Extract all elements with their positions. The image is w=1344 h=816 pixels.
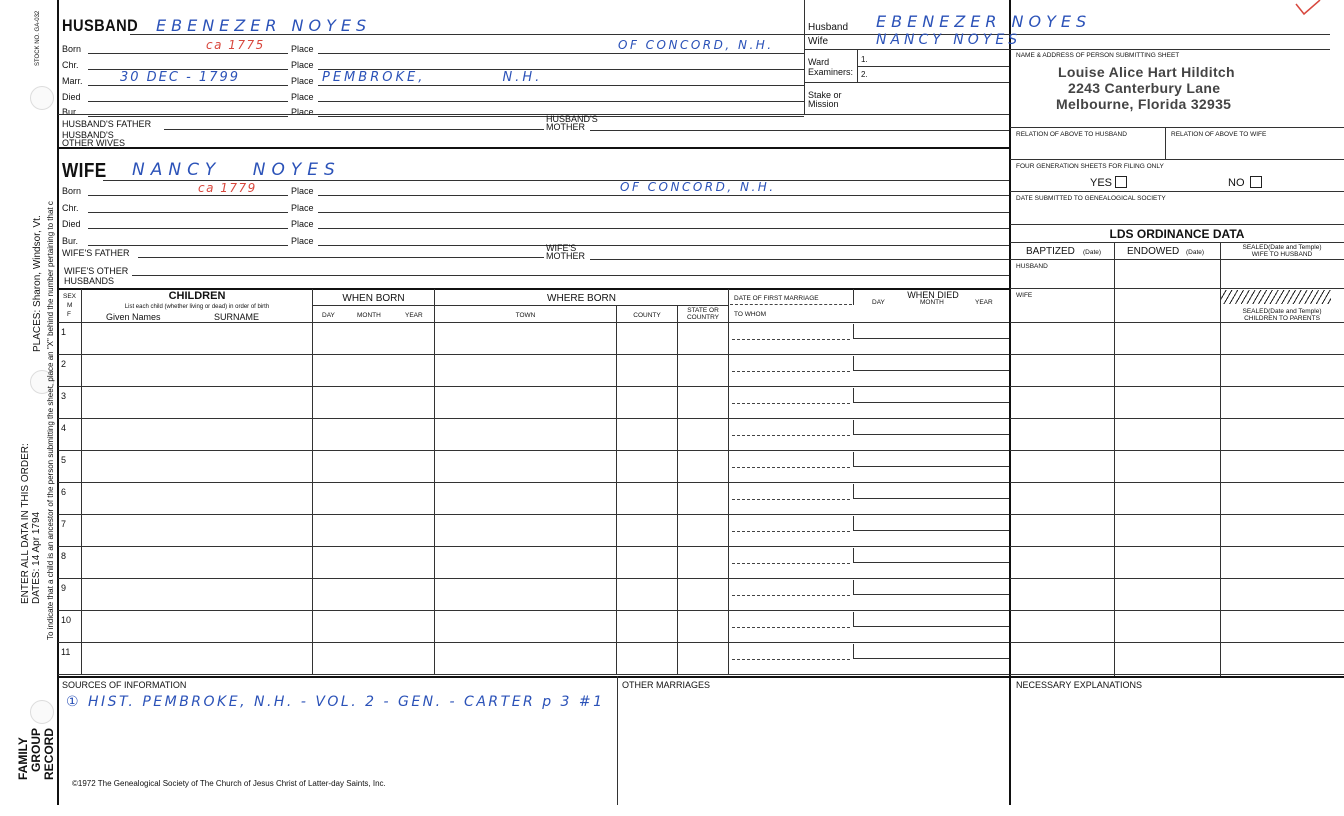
died-date-line [853,402,1009,403]
hdr-examiners-label: Examiners: [808,67,854,77]
hdr-wife-value[interactable]: NANCY NOYES [876,32,1022,48]
hdr-wife-label: Wife [808,36,828,47]
col-died-month: MONTH [920,299,944,306]
child-row-separator [58,386,1009,387]
col-town: TOWN [515,312,536,319]
right-section-border [1009,0,1011,805]
lds-sealed-wife-header-2: WIFE TO HUSBAND [1251,251,1313,258]
wife-bur-label: Bur. [62,236,79,246]
stock-number: STOCK NO. GA-032 [35,10,41,66]
husband-died-label: Died [62,92,81,102]
submitter-line-1[interactable]: Louise Alice Hart Hilditch [1058,64,1235,80]
child-row-number: 9 [61,583,67,593]
child-row-number: 1 [61,327,67,337]
wife-father-label: WIFE'S FATHER [62,248,130,258]
submitter-line-2[interactable]: 2243 Canterbury Lane [1068,80,1221,96]
child-row-number: 7 [61,519,67,529]
husband-mother-label: HUSBAND'S [546,114,598,124]
husband-bur-place-label: Place [291,107,314,117]
lds-baptized-header: BAPTIZED [1026,246,1075,257]
col-where-born: WHERE BORN [547,293,616,304]
marriage-date-line [732,403,850,404]
col-state: STATE OR [687,307,719,314]
lds-row-separator [1010,578,1344,579]
group-label: GROUP [29,727,43,772]
binder-hole [30,700,54,724]
lds-row-separator [1010,642,1344,643]
submitter-label: NAME & ADDRESS OF PERSON SUBMITTING SHEET [1016,52,1180,59]
record-label: RECORD [42,727,56,780]
child-row-separator [58,578,1009,579]
copyright: ©1972 The Genealogical Society of The Church of Jesus Christ of Latter-day Saints, Inc. [72,779,386,788]
died-date-line [853,466,1009,467]
husband-chr-label: Chr. [62,60,79,70]
col-first-marriage: DATE OF FIRST MARRIAGE [734,295,819,302]
wife-born-value[interactable]: ca 1779 [198,181,257,195]
child-row-number: 5 [61,455,67,465]
died-date-line [853,594,1009,595]
col-born-month: MONTH [357,312,381,319]
husband-born-place[interactable]: OF CONCORD, N.H. [618,38,774,52]
wife-heading: WIFE [62,160,107,182]
child-row-separator [58,642,1009,643]
marriage-date-line [732,499,850,500]
relation-husband-label: RELATION OF ABOVE TO HUSBAND [1016,131,1127,138]
marriage-date-line [732,531,850,532]
lds-row-separator [1010,354,1344,355]
husband-died-place-label: Place [291,92,314,102]
wife-born-label: Born [62,186,82,196]
header-divider [804,0,805,114]
col-died-day: DAY [872,299,885,306]
dates-note: DATES: 14 Apr 1794 [31,511,42,604]
wife-name[interactable]: NANCY NOYES [132,160,341,180]
lds-sealed-children-header: SEALED(Date and Temple) [1242,308,1322,315]
relation-wife-label: RELATION OF ABOVE TO WIFE [1171,131,1267,138]
husband-father-label: HUSBAND'S FATHER [62,119,152,129]
wife-chr-place-label: Place [291,203,314,213]
col-sex: SEX [63,293,77,300]
husband-marr-label: Marr. [62,76,83,86]
col-state-2: COUNTRY [686,314,720,321]
lds-wife-row: WIFE [1016,292,1033,299]
lds-row-separator [1010,514,1344,515]
enter-all-note: ENTER ALL DATA IN THIS ORDER: [20,443,31,604]
wife-mother-label: WIFE'S [546,243,577,253]
wife-other-husbands-label-2: HUSBANDS [64,276,115,286]
child-row-number: 3 [61,391,67,401]
died-date-line [853,626,1009,627]
col-born-day: DAY [322,312,335,319]
hdr-examiner-2: 2. [861,70,868,79]
check-mark-icon [1294,0,1324,18]
yes-label: YES [1090,177,1113,189]
lds-title: LDS ORDINANCE DATA [1109,227,1245,241]
husband-name[interactable]: EBENEZER NOYES [156,16,372,35]
marriage-date-line [732,435,850,436]
wife-born-place-label: Place [291,186,314,196]
hdr-examiner-1: 1. [861,55,868,64]
marriage-date-line [732,595,850,596]
col-county: COUNTY [633,312,661,319]
lds-endowed-date-header: (Date) [1186,249,1205,256]
died-date-bracket [853,324,854,338]
husband-marr-place[interactable]: PEMBROKE, N.H. [322,70,543,85]
marriage-date-line [732,659,850,660]
child-row-separator [58,674,1009,675]
indicate-note: To indicate that a child is an ancestor of the person submitting the sheet, place an "X" behind the number pertaining to that c [46,201,55,640]
no-label: NO [1228,177,1245,189]
died-date-line [853,338,1009,339]
died-date-bracket [853,516,854,530]
died-date-line [853,434,1009,435]
col-sex-m: M [67,302,73,309]
child-row-number: 11 [61,647,71,657]
died-date-bracket [853,484,854,498]
marriage-date-line [732,627,850,628]
died-date-line [853,562,1009,563]
marriage-date-line [732,371,850,372]
died-date-bracket [853,388,854,402]
child-row-number: 4 [61,423,67,433]
submitter-line-3[interactable]: Melbourne, Florida 32935 [1056,96,1232,112]
hdr-ward-label: Ward [808,57,830,67]
died-date-bracket [853,548,854,562]
lds-row-separator [1010,450,1344,451]
died-date-bracket [853,452,854,466]
husband-other-wives-label: HUSBAND'S [62,130,114,140]
sources-label: SOURCES OF INFORMATION [62,680,187,690]
husband-marr-place-label: Place [291,76,314,86]
marriage-date-line [732,563,850,564]
lds-sealed-wife-header: SEALED(Date and Temple) [1242,244,1322,251]
died-date-line [853,370,1009,371]
wife-other-husbands-label: WIFE'S OTHER [64,266,129,276]
child-row-separator [58,450,1009,451]
died-date-line [853,658,1009,659]
wife-died-place-label: Place [291,219,314,229]
lds-row-separator [1010,386,1344,387]
child-row-separator [58,546,1009,547]
child-row-number: 10 [61,615,72,625]
col-children-title: CHILDREN [168,290,226,302]
child-row-number: 6 [61,487,67,497]
col-sex-f: F [67,311,71,318]
died-date-bracket [853,612,854,626]
wife-born-place[interactable]: OF CONCORD, N.H. [620,180,776,194]
child-row-separator [58,354,1009,355]
died-date-bracket [853,420,854,434]
no-checkbox[interactable] [1250,176,1262,188]
col-when-born: WHEN BORN [342,293,405,304]
lds-row-separator [1010,482,1344,483]
husband-born-place-label: Place [291,44,314,54]
four-gen-label: FOUR GENERATION SHEETS FOR FILING ONLY [1016,163,1164,170]
places-note: PLACES: Sharon, Windsor, Vt. [32,215,43,352]
hdr-stake-label-2: Mission [808,99,839,109]
hdr-husband-label: Husband [808,22,849,33]
lds-baptized-date-header: (Date) [1083,249,1102,256]
child-row-separator [58,514,1009,515]
wife-died-label: Died [62,219,81,229]
lds-row-separator [1010,610,1344,611]
other-marriages-label: OTHER MARRIAGES [622,680,711,690]
lds-row-separator [1010,546,1344,547]
lds-endowed-header: ENDOWED [1127,246,1180,257]
necessary-explanations-label: NECESSARY EXPLANATIONS [1016,680,1143,690]
lds-hatched-cell [1221,290,1331,304]
col-to-whom: TO WHOM [734,311,767,318]
hdr-stake-label: Stake or [808,90,842,100]
col-given-names: Given Names [106,312,161,322]
child-row-number: 2 [61,359,67,369]
wife-chr-label: Chr. [62,203,79,213]
husband-other-wives-label-2: OTHER WIVES [62,138,126,148]
hdr-husband-value[interactable]: EBENEZER NOYES [876,12,1092,31]
husband-mother-label-2: MOTHER [546,122,585,132]
col-children-subtitle: List each child (whether living or dead) in order of birth [124,304,270,310]
yes-checkbox[interactable] [1115,176,1127,188]
husband-chr-place-label: Place [291,60,314,70]
wife-mother-label-2: MOTHER [546,251,585,261]
sources-value[interactable]: ① HIST. PEMBROKE, N.H. - VOL. 2 - GEN. - CARTER p 3 #1 [66,694,605,710]
husband-born-label: Born [62,44,82,54]
child-row-number: 8 [61,551,67,561]
marriage-date-line [732,339,850,340]
died-date-line [853,530,1009,531]
form-left-border [57,0,59,805]
family-label: FAMILY [16,737,30,780]
died-date-bracket [853,356,854,370]
husband-marr-value[interactable]: 30 DEC - 1799 [120,70,241,85]
binder-hole [30,86,54,110]
col-died-year: YEAR [975,299,993,306]
date-submitted-label: DATE SUBMITTED TO GENEALOGICAL SOCIETY [1016,195,1166,202]
child-row-separator [58,610,1009,611]
lds-husband-row: HUSBAND [1016,263,1048,270]
wife-bur-place-label: Place [291,236,314,246]
lds-sealed-children-header-2: CHILDREN TO PARENTS [1244,315,1320,322]
husband-born-value[interactable]: ca 1775 [206,38,265,52]
died-date-bracket [853,644,854,658]
marriage-date-line [732,467,850,468]
died-date-line [853,498,1009,499]
died-date-bracket [853,580,854,594]
lds-row-separator [1010,418,1344,419]
col-when-died: WHEN DIED [907,290,959,300]
husband-bur-label: Bur. [62,107,79,117]
child-row-separator [58,482,1009,483]
col-surname: SURNAME [214,312,260,322]
col-born-year: YEAR [405,312,423,319]
lds-row-separator [1010,674,1344,675]
child-row-separator [58,418,1009,419]
husband-heading: HUSBAND [62,16,139,35]
